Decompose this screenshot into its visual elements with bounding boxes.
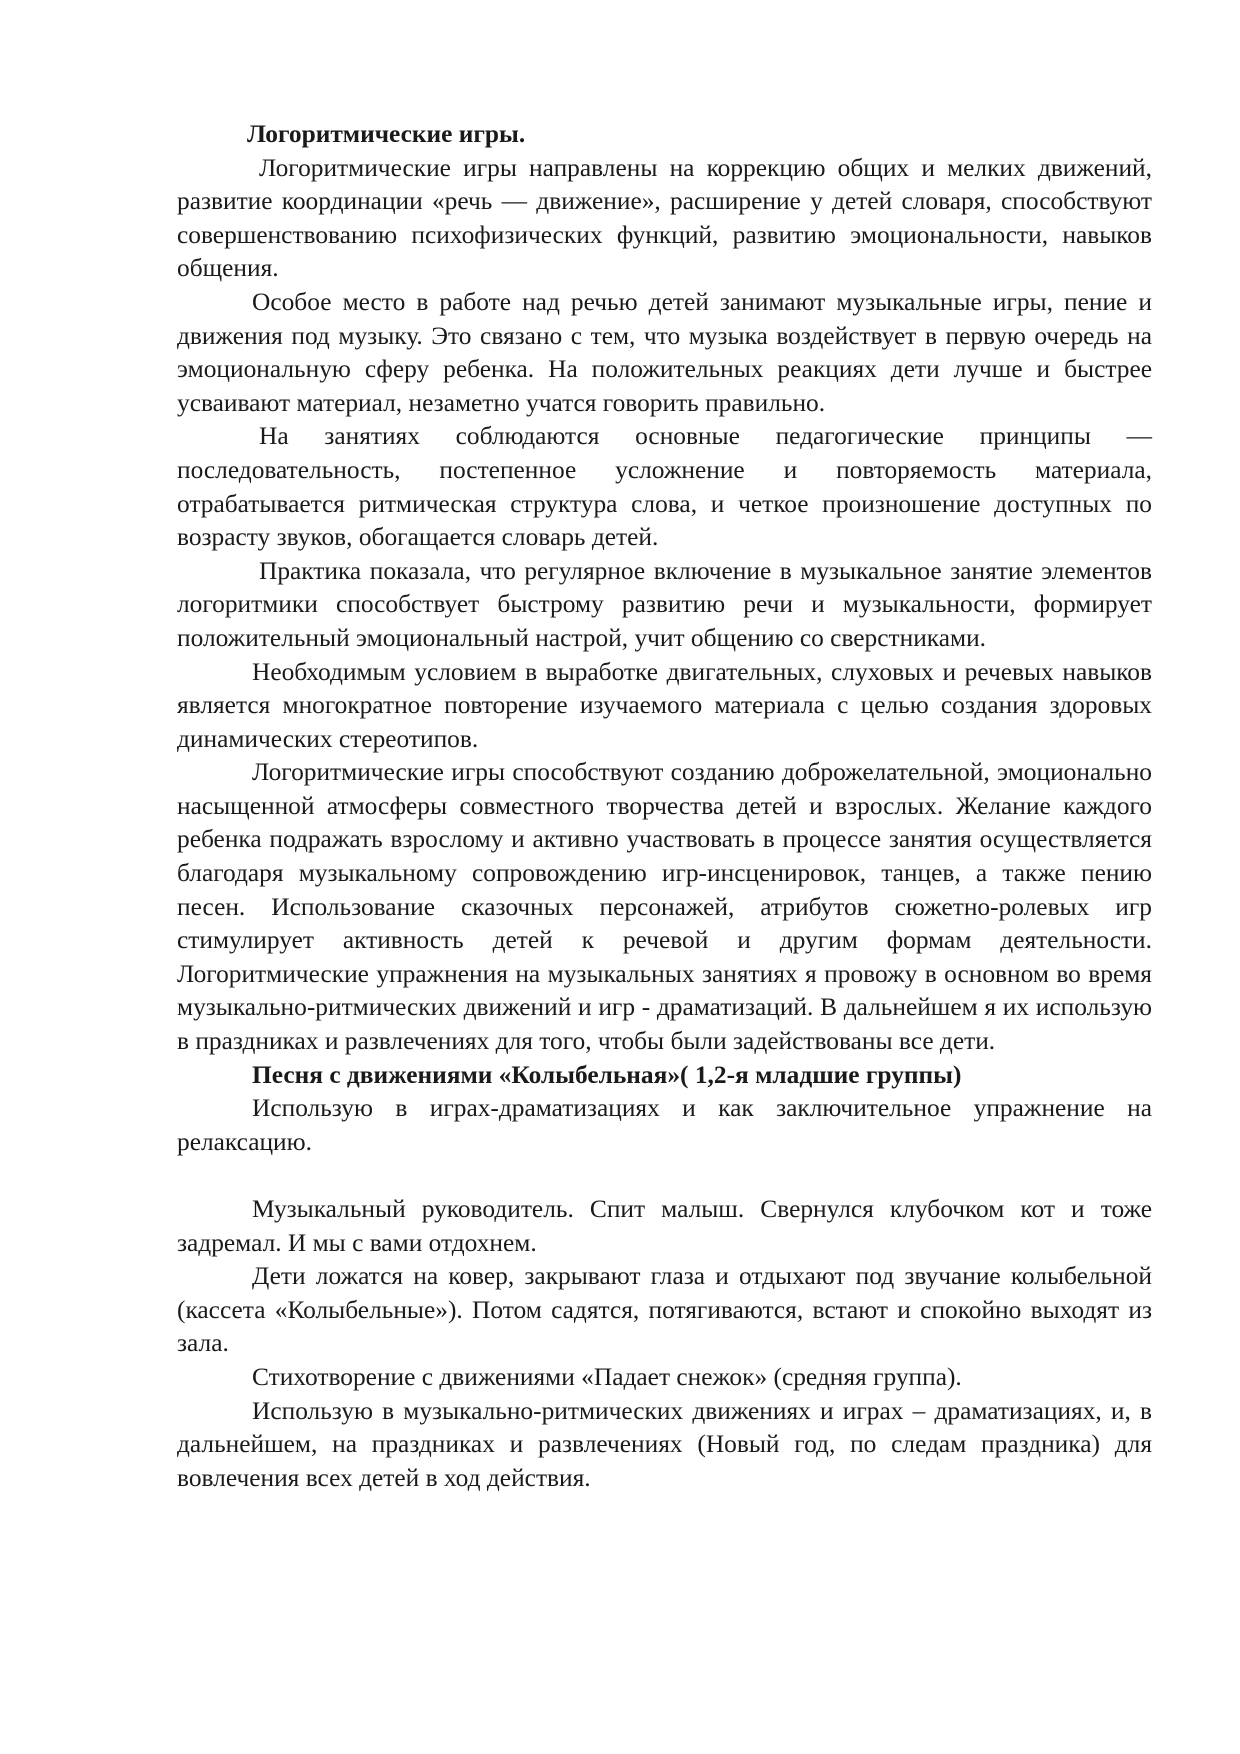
paragraph-1: Логоритмические игры направлены на коррекцию общих и мелких движений, развитие координации «речь — движение», расширение у детей словаря, способствуют совершенствованию психофизических функций, развитию эмоциональности, навыков общения. — [177, 153, 1152, 283]
document-title: Логоритмические игры. — [247, 120, 526, 148]
paragraph-9: Дети ложатся на ковер, закрывают глаза и отдыхают под звучание колыбельной (кассета «Колыбельные»). Потом садятся, потягиваются, встают и спокойно выходят из зала. — [177, 1262, 1152, 1358]
paragraph-2: Особое место в работе над речью детей занимают музыкальные игры, пение и движения под музыку. Это связано с тем, что музыка воздействует в первую очередь на эмоциональную сферу ребенка. На положительных реакциях дети лучше и быстрее усваивают материал, незаметно учатся говорить правильно. — [177, 287, 1152, 417]
paragraph-11: Использую в музыкально-ритмических движениях и играх – драматизациях, и, в дальнейшем, на праздниках и развлечениях (Новый год, по следам праздника) для вовлечения всех детей в ход действия. — [177, 1396, 1152, 1492]
document-page — [177, 118, 1152, 1495]
paragraph-8: Музыкальный руководитель. Спит малыш. Свернулся клубочком кот и тоже задремал. И мы с вами отдохнем. — [177, 1195, 1152, 1257]
paragraph-3: На занятиях соблюдаются основные педагогические принципы — последовательность, постепенное усложнение и повторяемость материала, отрабатывается ритмическая структура слова, и четкое произношение доступных по возрасту звуков, обогащается словарь детей. — [177, 422, 1152, 552]
paragraph-6: Логоритмические игры способствуют созданию доброжелательной, эмоционально насыщенной атмосферы совместного творчества детей и взрослых. Желание каждого ребенка подражать взрослому и активно участвовать в процессе занятия осуществляется благодаря музыкальному сопровождению игр-инсценировок, танцев, а также пению песен. Использование сказочных персонажей, атрибутов сюжетно-ролевых игр стимулирует активность детей к речевой и другим формам деятельности. Логоритмические упражнения на музыкальных занятиях я провожу в основном во время музыкально-ритмических движений и игр - драматизаций. В дальнейшем я их использую в праздниках и развлечениях для того, чтобы были задействованы все дети. — [177, 758, 1152, 1056]
section-subheading: Песня с движениями «Колыбельная»( 1,2-я младшие группы) — [252, 1060, 962, 1089]
paragraph-7: Использую в играх-драматизациях и как заключительное упражнение на релаксацию. — [177, 1094, 1152, 1156]
paragraph-5: Необходимым условием в выработке двигательных, слуховых и речевых навыков является многократное повторение изучаемого материала с целью создания здоровых динамических стереотипов. — [177, 657, 1152, 753]
paragraph-10: Стихотворение с движениями «Падает снежок» (средняя группа). — [252, 1362, 962, 1391]
paragraph-4: Практика показала, что регулярное включение в музыкальное занятие элементов логоритмики способствует быстрому развитию речи и музыкальности, формирует положительный эмоциональный настрой, учит общению со сверстниками. — [177, 556, 1152, 652]
blank-line — [177, 1159, 1152, 1193]
